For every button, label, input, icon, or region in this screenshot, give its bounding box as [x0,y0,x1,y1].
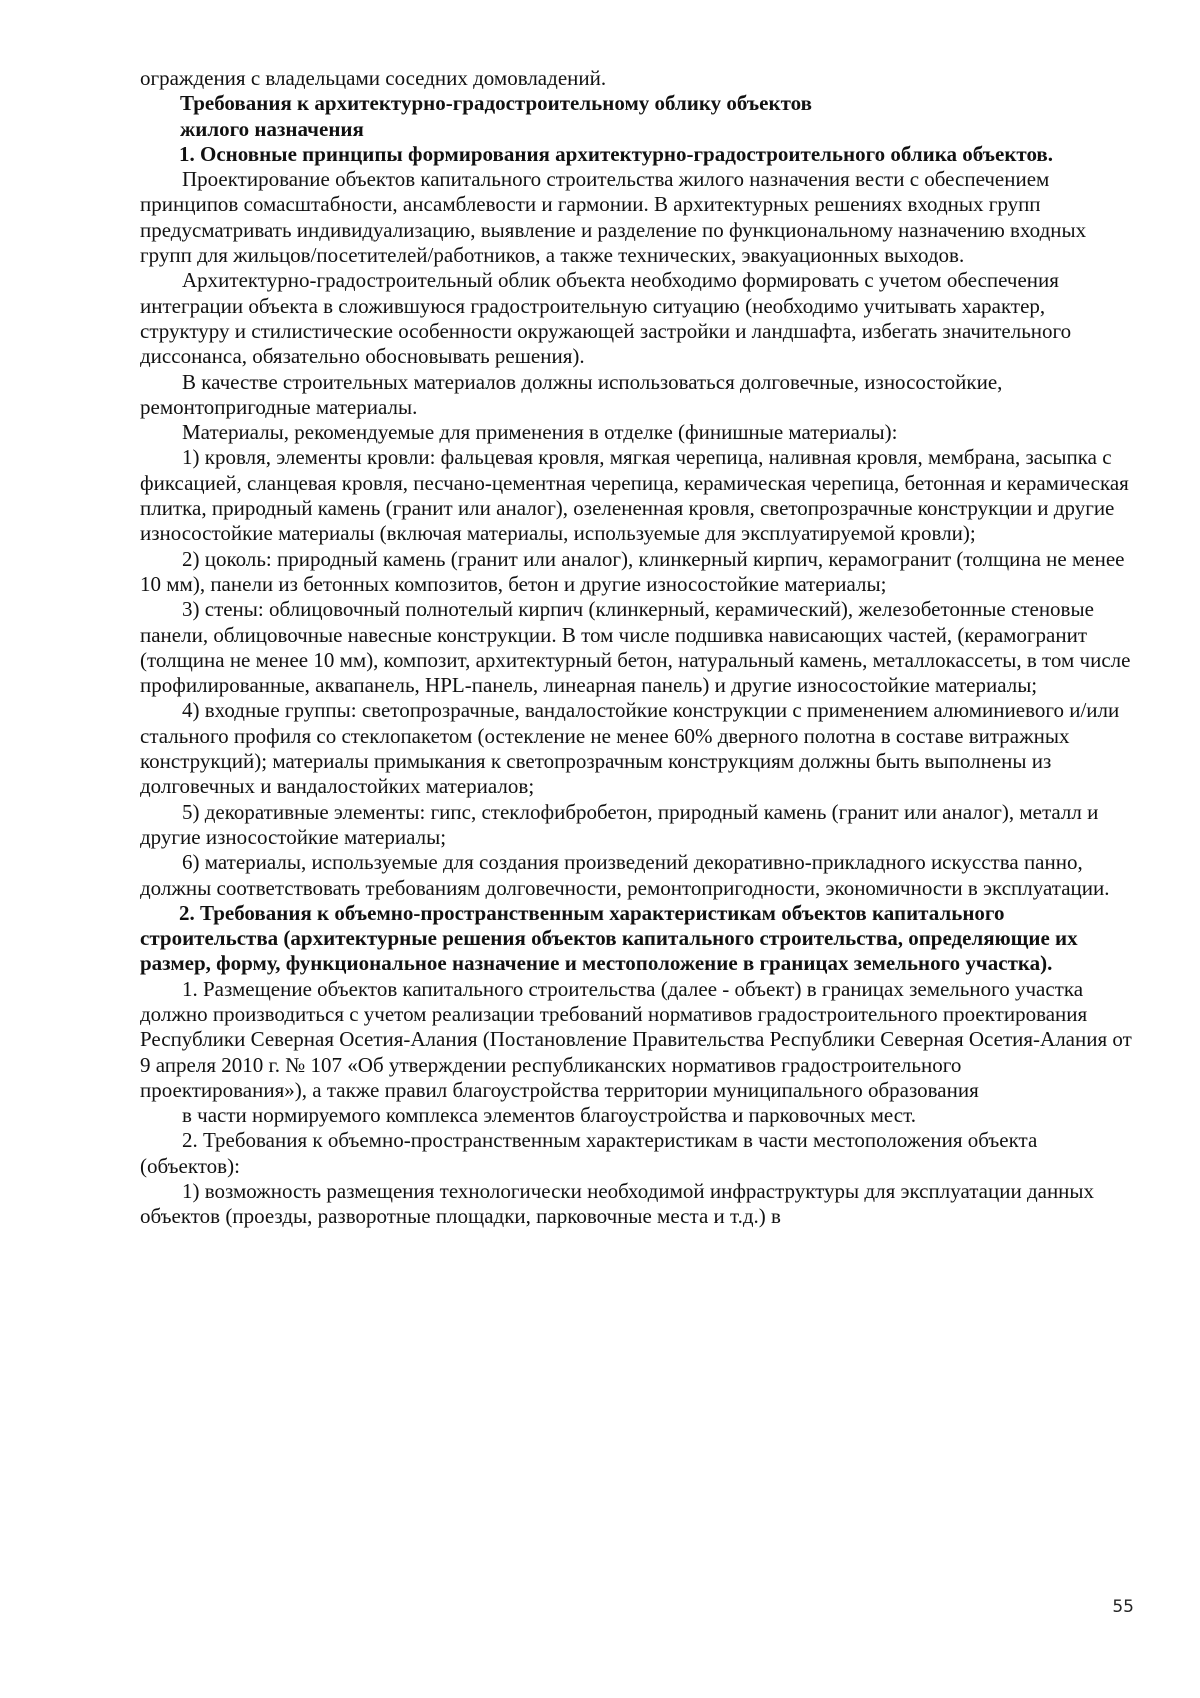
material-item-3: 3) стены: облицовочный полнотелый кирпич (клинкерный, керамический), железобетонные стеновые панели, облицовочные навесные конструкции. В том числе подшивка нависающих частей, (керамогранит (толщина не менее 10 мм), композит, архитектурный бетон, натуральный камень, металлокассеты, в том числе профилированные, аквапанель, HPL-панель, линеарная панель) и другие износостойкие материалы; [140,597,1131,698]
page-number: 55 [1112,1597,1134,1617]
paragraph-1: Проектирование объектов капитального строительства жилого назначения вести с обеспечением принципов сомасштабности, ансамблевости и гармонии. В архитектурных решениях входных групп предусматривать индивидуализацию, выявление и разделение по функциональному назначению входных групп для жильцов/посетителей/работников, а также технических, эвакуационных выходов. [140,167,1087,268]
continuation-text: ограждения с владельцами соседних домовладений. [140,66,607,90]
paragraph-3: В качестве строительных материалов должны использоваться долговечные, износостойкие, ремонтопригодные материалы. [140,369,1003,419]
material-item-4: 4) входные группы: светопрозрачные, вандалостойкие конструкции с применением алюминиевого и/или стального профиля со стеклопакетом (остекление не менее 60% дверного полотна в составе витражных конструкций); материалы примыкания к светопрозрачным конструкциям должны быть выполнены из долговечных и вандалостойких материалов; [140,698,1120,799]
document-page [140,66,1132,1230]
section-title-line2: жилого назначения [180,116,364,141]
section-title-line1: Требования к архитектурно-градостроительному облику объектов [180,91,812,116]
material-item-5: 5) декоративные элементы: гипс, стеклофибробетон, природный камень (гранит или аналог), металл и другие износостойкие материалы; [140,799,1099,849]
material-item-6: 6) материалы, используемые для создания произведений декоративно-прикладного искусства панно, должны соответствовать требованиям долговечности, ремонтопригодности, экономичности в эксплуатации. [140,850,1110,900]
paragraph-6: 2. Требования к объемно-пространственным характеристикам в части местоположения объекта (объектов): [140,1128,1038,1178]
paragraph-5: 1. Размещение объектов капитального строительства (далее - объект) в границах земельного участка должно производиться с учетом реализации требований нормативов градостроительного проектирования Республики Северная Осетия-Алания (Постановление Правительства Республики Северная Осетия-Алания от 9 апреля 2010 г. № 107 «Об утверждении республиканских нормативов градостроительного проектирования»), а также правил благоустройства территории муниципального образования [140,976,1132,1102]
paragraph-2: Архитектурно-градостроительный облик объекта необходимо формировать с учетом обеспечения интеграции объекта в сложившуюся градостроительную ситуацию (необходимо учитывать характер, структуру и стилистические особенности окружающей застройки и ландшафта, избегать значительного диссонанса, обязательно обосновывать решения). [140,268,1072,369]
section-title [140,91,1132,142]
paragraph-5-continuation: в части нормируемого комплекса элементов благоустройства и парковочных мест. [182,1103,916,1128]
heading-1: 1. Основные принципы формирования архитектурно-градостроительного облика объектов. [179,141,1054,166]
paragraph-4: Материалы, рекомендуемые для применения в отделке (финишные материалы): [182,420,898,445]
heading-2: 2. Требования к объемно-пространственным характеристикам объектов капитального строительства (архитектурные решения объектов капитального строительства, определяющие их размер, форму, функциональное назначение и местоположение в границах земельного участка). [140,900,1078,976]
material-item-1: 1) кровля, элементы кровли: фальцевая кровля, мягкая черепица, наливная кровля, мембрана, засыпка с фиксацией, сланцевая кровля, песчано-цементная черепица, керамическая черепица, бетонная и керамическая плитка, природный камень (гранит или аналог), озелененная кровля, светопрозрачные конструкции и другие износостойкие материалы (включая материалы, используемые для эксплуатируемой кровли); [140,445,1129,546]
material-item-2: 2) цоколь: природный камень (гранит или аналог), клинкерный кирпич, керамогранит (толщина не менее 10 мм), панели из бетонных композитов, бетон и другие износостойкие материалы; [140,546,1125,596]
paragraph-7: 1) возможность размещения технологически необходимой инфраструктуры для эксплуатации данных объектов (проезды, разворотные площадки, парковочные места и т.д.) в [140,1179,1095,1229]
